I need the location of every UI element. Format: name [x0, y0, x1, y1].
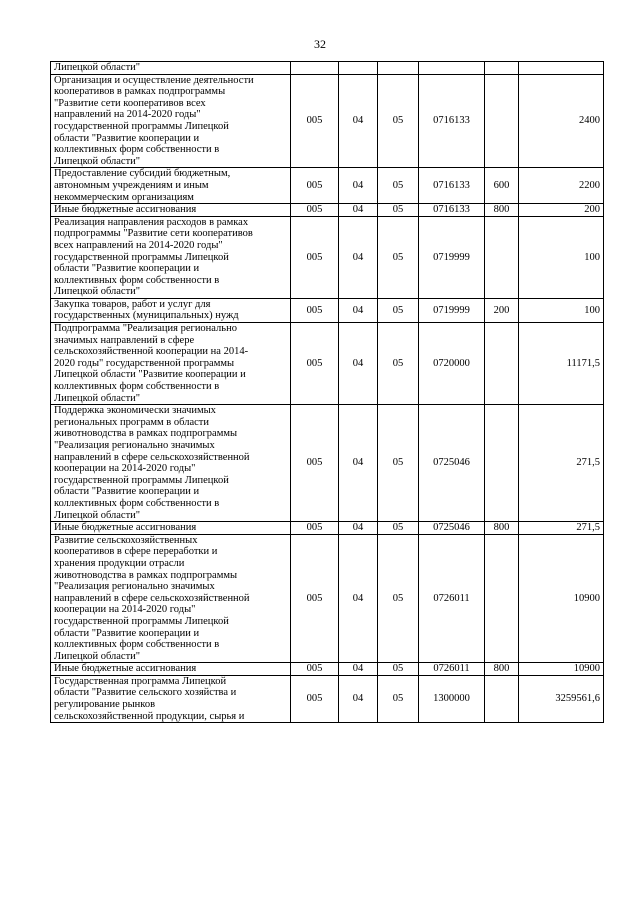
- item-name-line: всех направлений на 2014-2020 годы": [54, 239, 223, 251]
- amount-cell: 2200: [519, 168, 604, 204]
- item-name-line: коллективных форм собственности в: [54, 381, 220, 393]
- item-name-line: области "Развитие кооперации и: [54, 132, 200, 144]
- table-row: [51, 522, 604, 535]
- ministry-code-cell: 005: [291, 298, 339, 322]
- item-name-line: сельскохозяйственной продукции, сырья и: [54, 710, 245, 722]
- target-article-cell: 0716133: [419, 204, 485, 217]
- section-code-cell: [339, 62, 378, 75]
- amount-cell: 100: [519, 298, 604, 322]
- amount-cell: 11171,5: [519, 323, 604, 405]
- item-name-line: области "Развитие кооперации и: [54, 263, 200, 275]
- expense-type-cell: 800: [485, 663, 519, 676]
- item-name-cell: [51, 298, 291, 322]
- item-name-line: Иные бюджетные ассигнования: [54, 663, 197, 675]
- item-name-line: Липецкой области": [54, 509, 141, 521]
- item-name-line: "Реализация регионально значимых: [54, 440, 215, 451]
- amount-cell: 2400: [519, 74, 604, 168]
- item-name-line: Липецкой области": [54, 392, 141, 404]
- table-row: [51, 534, 604, 663]
- item-name-line: Иные бюджетные ассигнования: [54, 522, 197, 534]
- item-name-line: животноводства в рамках подпрограммы: [54, 569, 238, 581]
- expense-type-cell: [485, 675, 519, 722]
- section-code-cell: 04: [339, 168, 378, 204]
- item-name-line: коллективных форм собственности в: [54, 497, 220, 509]
- item-name-line: значимых направлений в сфере: [54, 334, 195, 346]
- item-name-cell: [51, 323, 291, 405]
- subsection-code-cell: 05: [378, 298, 419, 322]
- item-name-line: региональных программ в области: [54, 416, 209, 428]
- item-name-line: Поддержка экономически значимых: [54, 405, 216, 417]
- section-code-cell: 04: [339, 675, 378, 722]
- amount-cell: 271,5: [519, 522, 604, 535]
- ministry-code-cell: [291, 62, 339, 75]
- table-row: [51, 405, 604, 522]
- target-article-cell: 0716133: [419, 74, 485, 168]
- expense-type-cell: 800: [485, 204, 519, 217]
- item-name-line: Подпрограмма "Реализация регионально: [54, 323, 237, 335]
- item-name-cell: [51, 168, 291, 204]
- amount-cell: 100: [519, 216, 604, 298]
- target-article-cell: 1300000: [419, 675, 485, 722]
- item-name-cell: [51, 74, 291, 168]
- target-article-cell: [419, 62, 485, 75]
- item-name-cell: [51, 663, 291, 676]
- item-name-line: Закупка товаров, работ и услуг для: [54, 298, 211, 310]
- table-row: [51, 74, 604, 168]
- item-name-line: государственной программы Липецкой: [54, 474, 229, 486]
- item-name-cell: [51, 62, 291, 75]
- item-name-line: Липецкой области": [54, 286, 141, 298]
- item-name-cell: [51, 405, 291, 522]
- table-row: [51, 675, 604, 722]
- table-row: [51, 62, 604, 75]
- item-name-line: Государственная программа Липецкой: [54, 675, 227, 687]
- section-code-cell: 04: [339, 204, 378, 217]
- section-code-cell: 04: [339, 298, 378, 322]
- table-row: [51, 663, 604, 676]
- item-name-line: регулирование рынков: [54, 699, 156, 711]
- item-name-line: государственной программы Липецкой: [54, 120, 229, 132]
- ministry-code-cell: 005: [291, 522, 339, 535]
- target-article-cell: 0719999: [419, 298, 485, 322]
- expense-type-cell: [485, 405, 519, 522]
- expense-type-cell: [485, 216, 519, 298]
- amount-cell: [519, 62, 604, 75]
- subsection-code-cell: 05: [378, 663, 419, 676]
- item-name-line: Липецкой области": [54, 650, 141, 662]
- item-name-line: Иные бюджетные ассигнования: [54, 204, 197, 216]
- table-row: [51, 168, 604, 204]
- expense-type-cell: 200: [485, 298, 519, 322]
- subsection-code-cell: 05: [378, 522, 419, 535]
- amount-cell: 10900: [519, 534, 604, 663]
- section-code-cell: 04: [339, 74, 378, 168]
- section-code-cell: 04: [339, 405, 378, 522]
- amount-cell: 271,5: [519, 405, 604, 522]
- item-name-line: направлений в сфере сельскохозяйственной: [54, 592, 250, 604]
- expense-type-cell: [485, 62, 519, 75]
- subsection-code-cell: [378, 62, 419, 75]
- item-name-cell: [51, 534, 291, 663]
- item-name-line: "Реализация регионально значимых: [54, 581, 215, 593]
- target-article-cell: 0726011: [419, 534, 485, 663]
- expense-type-cell: 600: [485, 168, 519, 204]
- subsection-code-cell: 05: [378, 168, 419, 204]
- section-code-cell: 04: [339, 663, 378, 676]
- item-name-line: подпрограммы "Развитие сети кооперативов: [54, 228, 253, 240]
- item-name-cell: [51, 675, 291, 722]
- amount-cell: 3259561,6: [519, 675, 604, 722]
- target-article-cell: 0726011: [419, 663, 485, 676]
- subsection-code-cell: 05: [378, 216, 419, 298]
- table-row: [51, 323, 604, 405]
- item-name-line: Предоставление субсидий бюджетным,: [54, 168, 231, 180]
- amount-cell: 10900: [519, 663, 604, 676]
- item-name-line: государственной программы Липецкой: [54, 251, 229, 263]
- item-name-line: коллективных форм собственности в: [54, 274, 220, 286]
- subsection-code-cell: 05: [378, 675, 419, 722]
- budget-table: [50, 61, 604, 723]
- section-code-cell: 04: [339, 522, 378, 535]
- item-name-line: Липецкой области "Развитие кооперации и: [54, 369, 246, 381]
- item-name-line: сельскохозяйственной кооперации на 2014-: [54, 346, 249, 358]
- ministry-code-cell: 005: [291, 534, 339, 663]
- item-name-line: направлений в сфере сельскохозяйственной: [54, 451, 250, 463]
- item-name-line: Реализация направления расходов в рамках: [54, 216, 249, 228]
- page-number: 32: [314, 37, 326, 51]
- item-name-line: кооперативов в рамках подпрограммы: [54, 86, 226, 98]
- item-name-line: хранения продукции отрасли: [54, 557, 185, 569]
- item-name-cell: [51, 216, 291, 298]
- ministry-code-cell: 005: [291, 405, 339, 522]
- item-name-line: направлений на 2014-2020 годы": [54, 109, 201, 121]
- item-name-line: Липецкой области": [54, 155, 141, 167]
- item-name-line: государственной программы Липецкой: [54, 615, 229, 627]
- item-name-line: "Развитие сети кооперативов всех: [54, 97, 206, 109]
- subsection-code-cell: 05: [378, 204, 419, 217]
- subsection-code-cell: 05: [378, 534, 419, 663]
- item-name-line: некоммерческим организациям: [54, 191, 194, 203]
- item-name-line: кооперации на 2014-2020 годы": [54, 463, 196, 475]
- table-row: [51, 216, 604, 298]
- ministry-code-cell: 005: [291, 168, 339, 204]
- ministry-code-cell: 005: [291, 663, 339, 676]
- section-code-cell: 04: [339, 534, 378, 663]
- target-article-cell: 0720000: [419, 323, 485, 405]
- item-name-line: коллективных форм собственности в: [54, 144, 220, 156]
- table-row: [51, 298, 604, 322]
- item-name-line: Развитие сельскохозяйственных: [54, 534, 198, 546]
- ministry-code-cell: 005: [291, 675, 339, 722]
- target-article-cell: 0725046: [419, 405, 485, 522]
- ministry-code-cell: 005: [291, 74, 339, 168]
- subsection-code-cell: 05: [378, 405, 419, 522]
- item-name-cell: [51, 522, 291, 535]
- item-name-cell: [51, 204, 291, 217]
- target-article-cell: 0725046: [419, 522, 485, 535]
- table-row: [51, 204, 604, 217]
- target-article-cell: 0716133: [419, 168, 485, 204]
- item-name-line: области "Развитие сельского хозяйства и: [54, 687, 237, 699]
- section-code-cell: 04: [339, 323, 378, 405]
- ministry-code-cell: 005: [291, 323, 339, 405]
- item-name-line: области "Развитие кооперации и: [54, 627, 200, 639]
- amount-cell: 200: [519, 204, 604, 217]
- item-name-line: Липецкой области": [54, 62, 141, 73]
- expense-type-cell: [485, 323, 519, 405]
- expense-type-cell: [485, 534, 519, 663]
- expense-type-cell: [485, 74, 519, 168]
- item-name-line: государственных (муниципальных) нужд: [54, 310, 239, 322]
- item-name-line: коллективных форм собственности в: [54, 639, 220, 651]
- subsection-code-cell: 05: [378, 323, 419, 405]
- item-name-line: области "Развитие кооперации и: [54, 486, 200, 498]
- subsection-code-cell: 05: [378, 74, 419, 168]
- budget-table-body: [51, 62, 604, 723]
- expense-type-cell: 800: [485, 522, 519, 535]
- item-name-line: автономным учреждениям и иным: [54, 179, 209, 191]
- ministry-code-cell: 005: [291, 216, 339, 298]
- ministry-code-cell: 005: [291, 204, 339, 217]
- item-name-line: Организация и осуществление деятельности: [54, 74, 254, 86]
- item-name-line: кооперативов в сфере переработки и: [54, 546, 218, 558]
- target-article-cell: 0719999: [419, 216, 485, 298]
- item-name-line: 2020 годы" государственной программы: [54, 357, 235, 369]
- section-code-cell: 04: [339, 216, 378, 298]
- item-name-line: кооперации на 2014-2020 годы": [54, 604, 196, 616]
- item-name-line: животноводства в рамках подпрограммы: [54, 428, 238, 440]
